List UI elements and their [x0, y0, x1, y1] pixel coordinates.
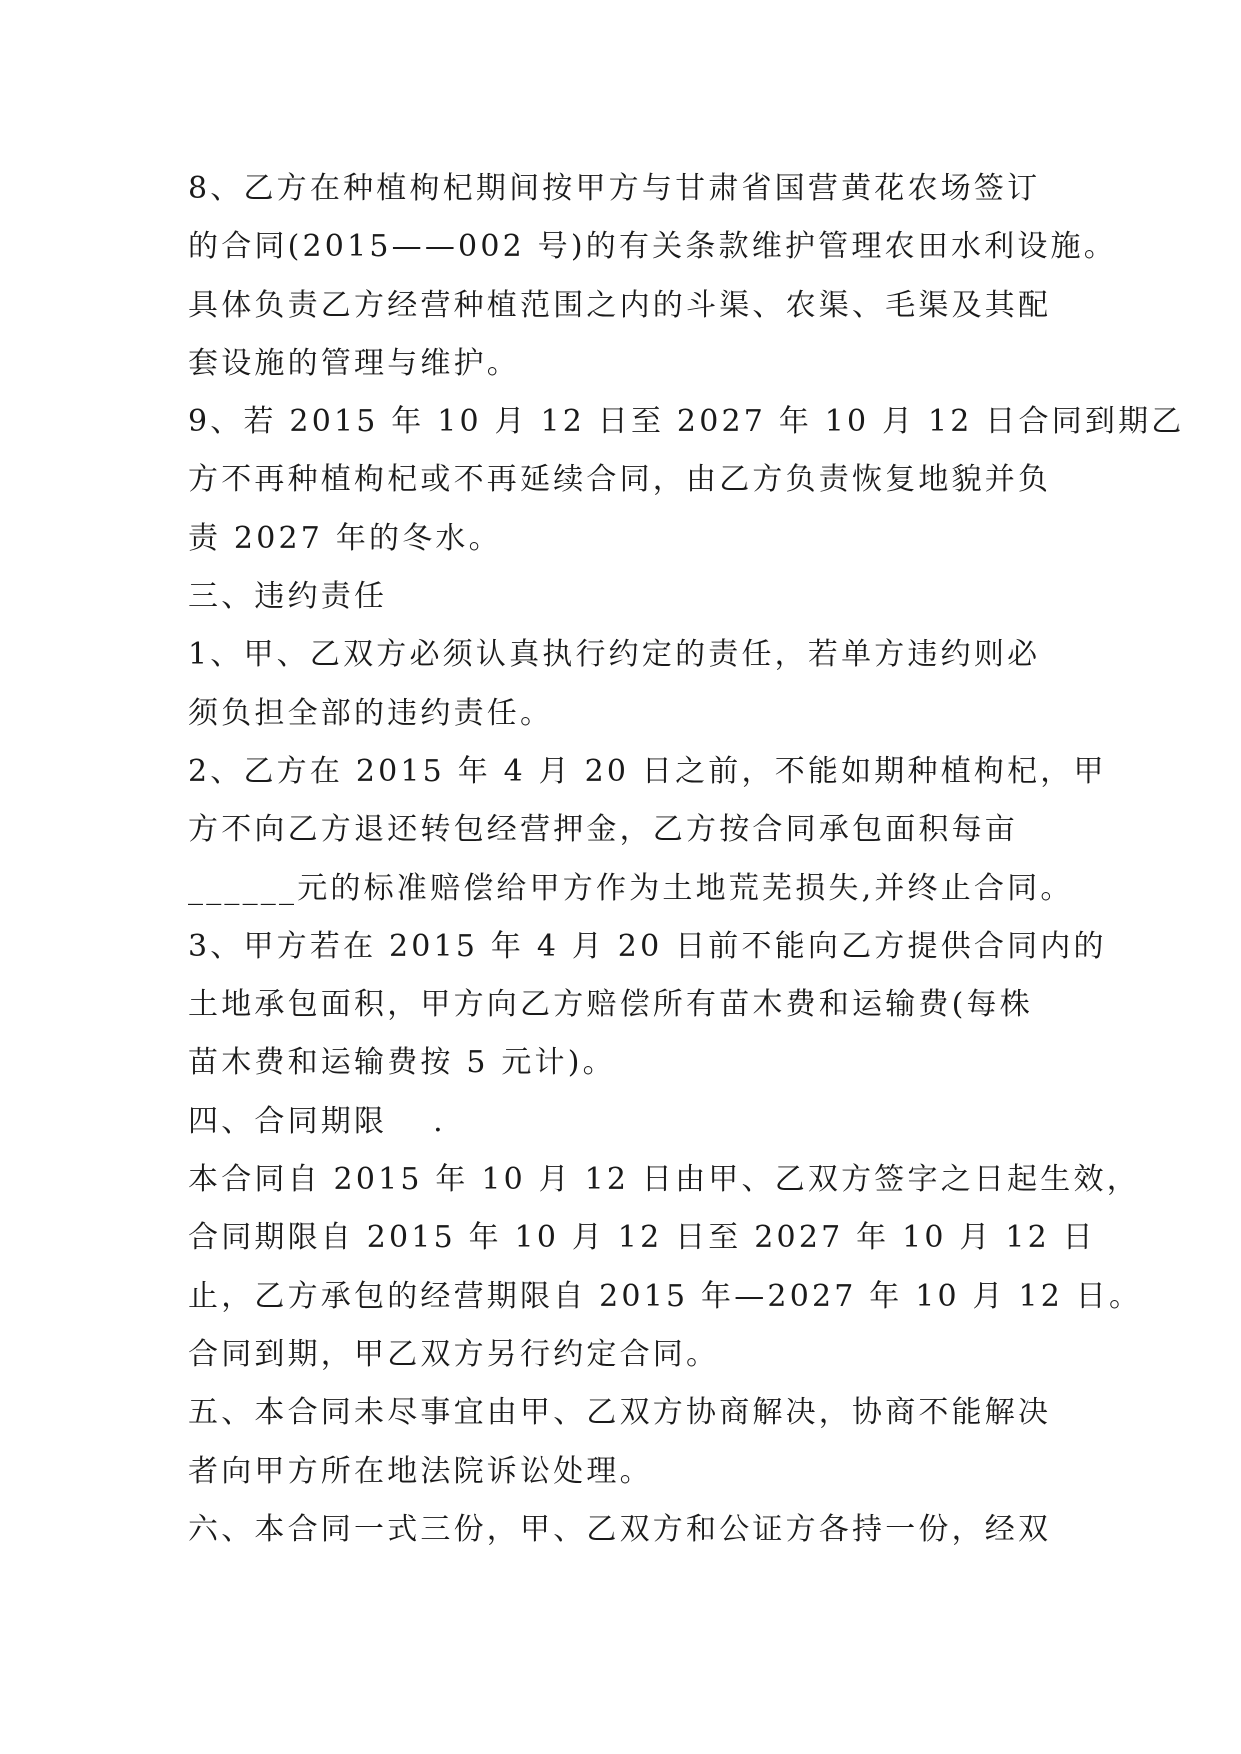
text-line: 止，乙方承包的经营期限自 2015 年—2027 年 10 月 12 日。: [188, 1278, 1143, 1314]
text-line: 8、乙方在种植枸杞期间按甲方与甘肃省国营黄花农场签订: [188, 171, 1041, 206]
text-line: 土地承包面积，甲方向乙方赔偿所有苗木费和运输费(每株: [188, 987, 1033, 1023]
text-line: 3、甲方若在 2015 年 4 月 20 日前不能向乙方提供合同内的: [188, 928, 1107, 964]
text-line: 的合同(2015——002 号)的有关条款维护管理农田水利设施。: [188, 229, 1117, 265]
text-line: 具体负责乙方经营种植范围之内的斗渠、农渠、毛渠及其配: [188, 287, 1052, 323]
text-line: ______元的标准赔偿给甲方作为土地荒芜损失,并终止合同。: [188, 870, 1074, 906]
text-line: 苗木费和运输费按 5 元计)。: [188, 1045, 616, 1081]
text-line: 责 2027 年的冬水。: [188, 520, 502, 556]
text-line: 1、甲、乙双方必须认真执行约定的责任，若单方违约则必: [188, 637, 1041, 673]
section-heading: 三、违约责任: [188, 579, 388, 615]
text-line: 六、本合同一式三份，甲、乙双方和公证方各持一份，经双: [188, 1511, 1052, 1547]
contract-text: [188, 160, 1185, 1559]
text-line: 本合同自 2015 年 10 月 12 日由甲、乙双方签字之日起生效，: [188, 1162, 1140, 1198]
text-line: 者向甲方所在地法院诉讼处理。: [188, 1453, 653, 1489]
text-line: 合同期限自 2015 年 10 月 12 日至 2027 年 10 月 12 日: [188, 1220, 1096, 1256]
text-line: 2、乙方在 2015 年 4 月 20 日之前，不能如期种植枸杞，甲: [188, 753, 1107, 789]
section-heading: 四、合同期限 .: [188, 1103, 446, 1139]
text-line: 方不向乙方退还转包经营押金，乙方按合同承包面积每亩: [188, 812, 1018, 848]
text-line: 方不再种植枸杞或不再延续合同，由乙方负责恢复地貌并负: [188, 462, 1052, 498]
text-line: 套设施的管理与维护。: [188, 345, 520, 381]
text-line: 合同到期，甲乙双方另行约定合同。: [188, 1336, 720, 1372]
text-line: 五、本合同未尽事宜由甲、乙双方协商解决，协商不能解决: [188, 1395, 1052, 1431]
text-line: 9、若 2015 年 10 月 12 日至 2027 年 10 月 12 日合同到期乙: [188, 404, 1185, 440]
text-line: 须负担全部的违约责任。: [188, 695, 554, 731]
